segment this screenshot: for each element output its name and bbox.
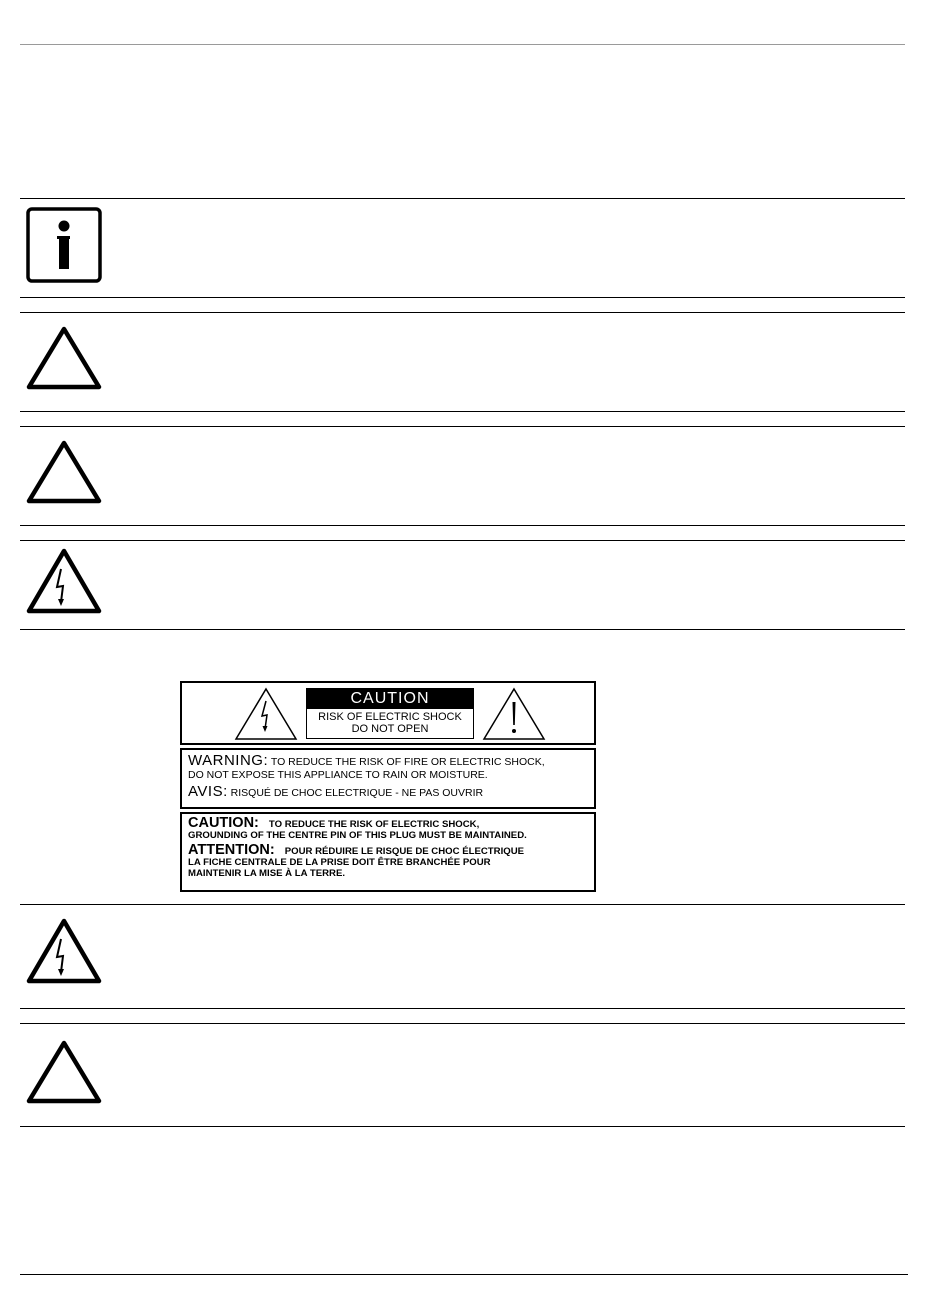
caution-triangle-icon <box>26 1039 102 1105</box>
caution-label-box <box>180 681 596 745</box>
attention-text-1: POUR RÉDUIRE LE RISQUE DE CHOC ÉLECTRIQUE <box>284 846 525 857</box>
electric-notice-2 <box>20 904 905 1009</box>
electric-shock-icon <box>26 547 102 615</box>
caution-notice-2 <box>20 426 905 526</box>
avis-text: RISQUÉ DE CHOC ELECTRIQUE - NE PAS OUVRIR <box>230 787 484 799</box>
caution-line-2: DO NOT OPEN <box>351 723 429 735</box>
attention-heading: ATTENTION: <box>188 842 275 858</box>
caution-attention-box <box>180 812 596 892</box>
caution-triangle-icon <box>26 325 102 391</box>
warning-heading: WARNING: <box>188 752 269 769</box>
exclamation-triangle-icon <box>482 687 546 746</box>
caution-line-1: RISK OF ELECTRIC SHOCK <box>318 711 462 723</box>
warning-text-1: TO REDUCE THE RISK OF FIRE OR ELECTRIC SHOCK, <box>270 756 545 768</box>
info-notice <box>20 198 905 298</box>
caution-subtext <box>306 709 474 739</box>
info-icon <box>26 207 102 283</box>
avis-heading: AVIS: <box>188 783 228 800</box>
electric-shock-icon <box>234 687 298 746</box>
caution-plate <box>306 688 474 739</box>
electric-notice-1 <box>20 540 905 630</box>
electric-shock-icon <box>26 917 102 985</box>
warning-text-2: DO NOT EXPOSE THIS APPLIANCE TO RAIN OR MOISTURE. <box>188 769 488 781</box>
caution-notice-3 <box>20 1023 905 1127</box>
attention-text-3: MAINTENIR LA MISE À LA TERRE. <box>188 868 346 879</box>
header-rule <box>20 44 905 45</box>
footer-rule <box>20 1274 908 1275</box>
caution-notice-1 <box>20 312 905 412</box>
attention-text-2: LA FICHE CENTRALE DE LA PRISE DOIT ÊTRE BRANCHÉE POUR <box>188 857 491 868</box>
caution2-text-1: TO REDUCE THE RISK OF ELECTRIC SHOCK, <box>268 819 480 830</box>
caution-title: CAUTION <box>306 688 474 709</box>
caution-triangle-icon <box>26 439 102 505</box>
safety-label <box>180 681 596 892</box>
warning-label-box <box>180 748 596 809</box>
caution2-heading: CAUTION: <box>188 815 259 831</box>
caution2-text-2: GROUNDING OF THE CENTRE PIN OF THIS PLUG MUST BE MAINTAINED. <box>188 830 527 841</box>
